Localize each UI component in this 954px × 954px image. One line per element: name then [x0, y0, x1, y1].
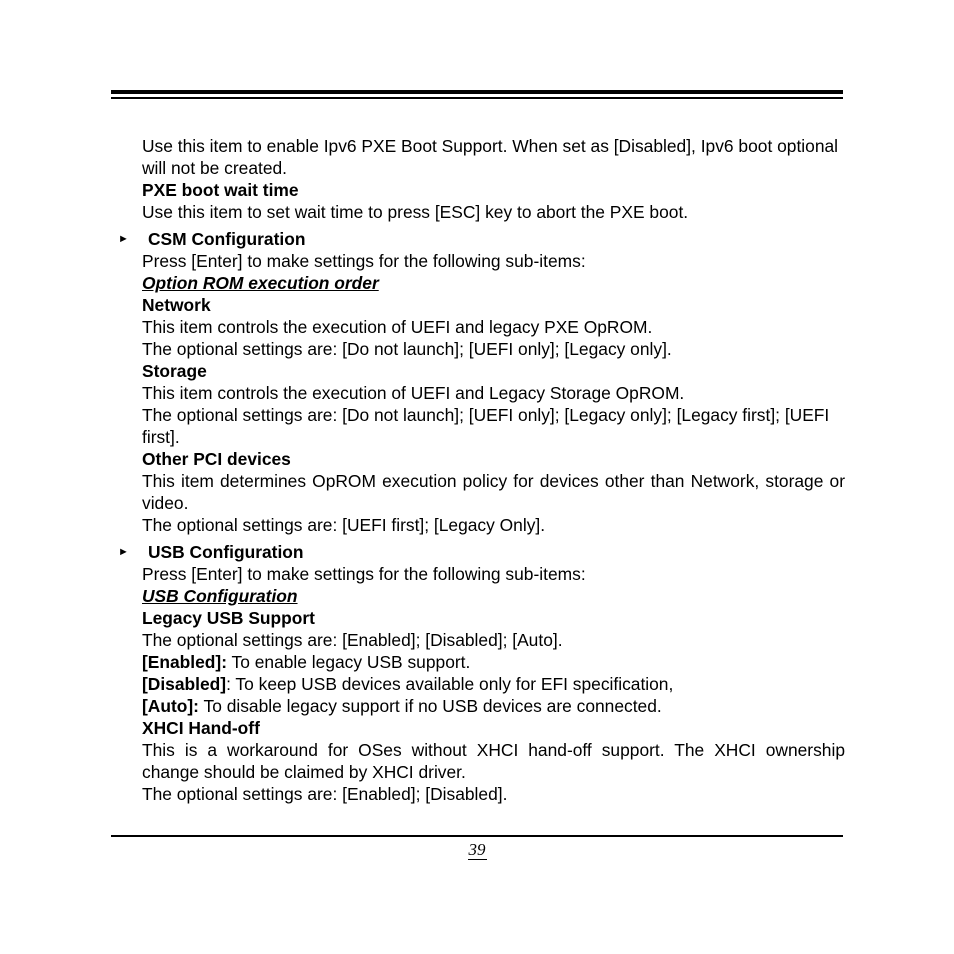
option-rom-subheading: Option ROM execution order	[142, 273, 379, 293]
footer-rule	[111, 835, 843, 837]
usb-subheading: USB Configuration	[142, 586, 298, 606]
legacy-usb-title: Legacy USB Support	[142, 608, 315, 628]
storage-options: The optional settings are: [Do not launch]; [UEFI only]; [Legacy only]; [Legacy first]; [UEFI first].	[142, 405, 830, 447]
header-rule-thin	[111, 97, 843, 99]
csm-intro: Press [Enter] to make settings for the following sub-items:	[142, 251, 586, 271]
auto-label: [Auto]:	[142, 696, 199, 716]
storage-description: This item controls the execution of UEFI and Legacy Storage OpROM.	[142, 383, 685, 403]
network-options: The optional settings are: [Do not launch]; [UEFI only]; [Legacy only].	[142, 339, 672, 359]
arrow-right-icon: ►	[118, 546, 129, 558]
page-number-container	[0, 840, 954, 860]
usb-intro: Press [Enter] to make settings for the following sub-items:	[142, 564, 586, 584]
usb-section	[118, 541, 845, 805]
page-content	[118, 135, 845, 805]
ipv6-description: Use this item to enable Ipv6 PXE Boot Support. When set as [Disabled], Ipv6 boot optional will not be created.	[142, 136, 839, 178]
auto-line	[142, 695, 845, 717]
other-pci-options: The optional settings are: [UEFI first]; [Legacy Only].	[142, 515, 546, 535]
disabled-label: [Disabled]	[142, 674, 227, 694]
xhci-description: This is a workaround for OSes without XHCI hand-off support. The XHCI ownership change should be claimed by XHCI driver.	[142, 740, 845, 782]
enabled-line	[142, 651, 845, 673]
pxe-wait-description: Use this item to set wait time to press [ESC] key to abort the PXE boot.	[142, 202, 689, 222]
header-rule-thick	[111, 90, 843, 94]
disabled-text: : To keep USB devices available only for EFI specification,	[226, 674, 674, 694]
storage-title: Storage	[142, 361, 207, 381]
network-description: This item controls the execution of UEFI and legacy PXE OpROM.	[142, 317, 653, 337]
csm-title: CSM Configuration	[148, 229, 306, 249]
enabled-text: To enable legacy USB support.	[227, 652, 471, 672]
xhci-options: The optional settings are: [Enabled]; [Disabled].	[142, 784, 508, 804]
page-number: 39	[468, 840, 486, 859]
network-title: Network	[142, 295, 211, 315]
csm-section	[118, 228, 845, 536]
disabled-line	[142, 673, 845, 695]
other-pci-description: This item determines OpROM execution policy for devices other than Network, storage or video.	[142, 471, 845, 513]
auto-text: To disable legacy support if no USB devices are connected.	[198, 696, 662, 716]
xhci-title: XHCI Hand-off	[142, 718, 260, 738]
arrow-right-icon: ►	[118, 233, 129, 245]
usb-title: USB Configuration	[148, 542, 304, 562]
pxe-wait-title: PXE boot wait time	[142, 180, 299, 200]
enabled-label: [Enabled]:	[142, 652, 228, 672]
legacy-usb-options: The optional settings are: [Enabled]; [Disabled]; [Auto].	[142, 630, 563, 650]
other-pci-title: Other PCI devices	[142, 449, 291, 469]
